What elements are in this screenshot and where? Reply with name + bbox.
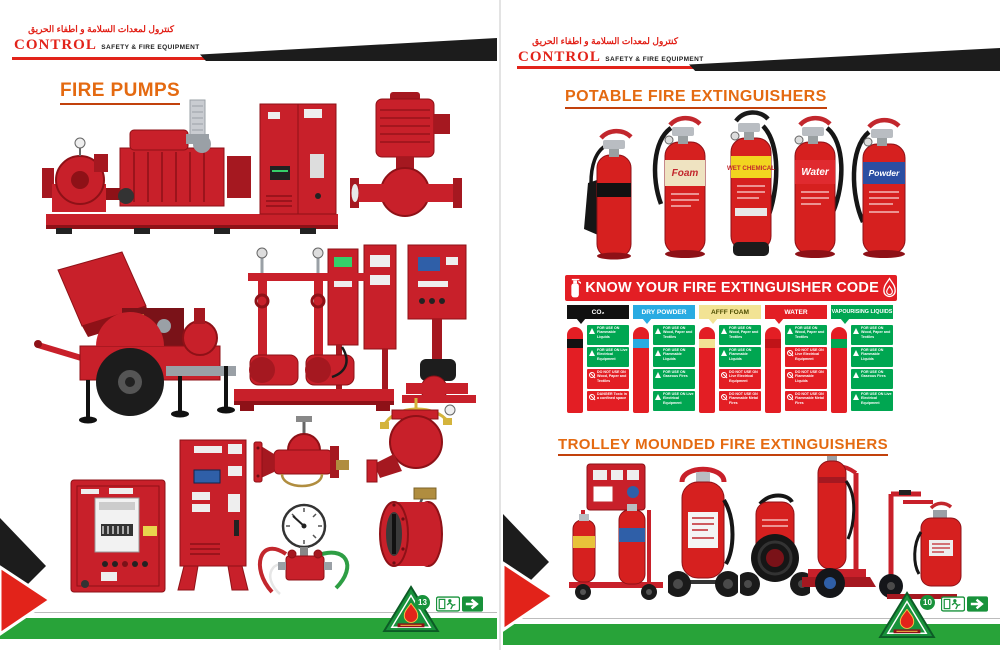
powder-extinguisher-photo — [841, 112, 921, 260]
code-badge: DO NOT USE ON Flammable Liquids — [785, 369, 827, 389]
header-black-swoosh — [689, 48, 1000, 71]
brand-logo — [14, 24, 200, 54]
brand-name: CONTROL — [518, 48, 601, 65]
section-title-fire-pumps: FIRE PUMPS — [60, 80, 180, 105]
chart-col-header-dry-powder: DRY POWDER — [633, 305, 695, 319]
code-badge: DO NOT USE ON Wood, Paper and Textiles — [587, 369, 629, 389]
pressure-relief-valve-photo — [364, 396, 466, 484]
deluge-valve-photo — [252, 416, 352, 500]
code-badge: DO NOT USE ON Flammable Metal Fires — [719, 391, 761, 411]
foam-extinguisher-photo — [645, 108, 721, 260]
vertical-inline-pump-photo — [350, 92, 462, 234]
pump-control-panel — [260, 104, 336, 214]
trailer-mounted-pump-photo — [30, 248, 238, 426]
co2-extinguisher-photo — [583, 125, 645, 260]
flame-icon — [882, 277, 897, 299]
page-number-badge: 13 — [415, 595, 430, 610]
co2-cylinder-trolley-photo — [800, 455, 878, 600]
exit-running-man-icon — [436, 596, 460, 612]
code-badge: FOR USE ON Live Electrical Equipment — [653, 391, 695, 411]
code-badge: FOR USE ON Flammable Liquids — [653, 347, 695, 367]
chart-col-co2 — [567, 325, 629, 415]
foam-label: Foam — [671, 168, 699, 179]
brand-tagline: SAFETY & FIRE EQUIPMENT — [605, 55, 704, 63]
header-black-swoosh — [200, 38, 497, 61]
pump-controller-cabinet-photo — [65, 468, 173, 600]
trolley-mounted-tank-photo — [875, 488, 970, 600]
powder-label: Powder — [868, 168, 900, 178]
section-title-trolley-extinguishers: TROLLEY MOUNDED FIRE EXTINGUISHERS — [558, 436, 888, 456]
fire-triangle-logo — [382, 585, 440, 633]
code-badge: DO NOT USE ON Live Electrical Equipment — [719, 369, 761, 389]
code-badge: DANGER Toxic in a confined space — [587, 391, 629, 411]
pump-end — [42, 138, 108, 212]
code-badge: FOR USE ON Wood, Paper and Textiles — [719, 325, 761, 345]
extinguisher-stand-with-sign-photo — [563, 462, 668, 602]
brand-arabic-text: كنترول لمعدات السلامة و اطفاء الحريق — [532, 36, 678, 46]
wet-chemical-label: WET CHEMICAL — [726, 165, 776, 172]
co2-pictogram — [567, 327, 583, 413]
catalog-page-fire-extinguishers — [503, 0, 1000, 650]
chart-title: KNOW YOUR FIRE EXTINGUISHER CODE — [585, 280, 879, 296]
brand-tagline: SAFETY & FIRE EQUIPMENT — [101, 43, 200, 51]
exit-running-man-icon — [941, 596, 965, 612]
water-pictogram — [765, 327, 781, 413]
code-badge: DO NOT USE ON Live Electrical Equipment — [785, 347, 827, 367]
wheeled-extinguisher-photo — [668, 460, 738, 600]
section-title-potable-extinguishers: POTABLE FIRE EXTINGUISHERS — [565, 88, 827, 109]
code-badge: DO NOT USE ON Flammable Metal Fires — [785, 391, 827, 411]
extinguisher-code-chart — [565, 275, 897, 420]
chart-col-dry-powder — [633, 325, 695, 415]
code-badge: FOR USE ON Wood, Paper and Textiles — [653, 325, 695, 345]
diesel-fire-pump-set-photo — [42, 96, 342, 238]
chart-col-vapourising-liquids — [831, 325, 893, 415]
chart-col-water — [765, 325, 827, 415]
code-badge: FOR USE ON Gaseous Fires — [851, 369, 893, 389]
chart-col-header-vapourising-liquids: VAPOURISING LIQUIDS — [831, 305, 893, 319]
vapourising-liquids-pictogram — [831, 327, 847, 413]
grooved-butterfly-valve-photo — [362, 486, 464, 574]
chart-banner — [565, 275, 897, 301]
code-badge: FOR USE ON Wood, Paper and Textiles — [851, 325, 893, 345]
code-badge: FOR USE ON Flammable Liquids — [851, 347, 893, 367]
pump-controller-tall-cabinet-photo — [170, 436, 258, 594]
chart-col-header-water: WATER — [765, 305, 827, 319]
arrow-right-icon — [462, 596, 483, 612]
extinguisher-icon — [569, 277, 581, 299]
dry-powder-pictogram — [633, 327, 649, 413]
code-badge: FOR USE ON Flammable Liquids — [587, 325, 629, 345]
afff-foam-pictogram — [699, 327, 715, 413]
page-seam — [499, 0, 501, 650]
corner-arrows-decoration — [503, 508, 555, 638]
water-label: Water — [801, 167, 829, 178]
brand-arabic-text: كنترول لمعدات السلامة و اطفاء الحريق — [28, 24, 174, 34]
code-badge: FOR USE ON Flammable Liquids — [719, 347, 761, 367]
code-badge: FOR USE ON Wood, Paper and Textiles — [785, 325, 827, 345]
chart-col-afff-foam — [699, 325, 761, 415]
chart-col-header-co2: CO₂ — [567, 305, 629, 319]
corner-arrows-decoration — [0, 512, 52, 642]
brand-logo — [518, 36, 704, 66]
pump-with-controller-photo — [398, 243, 480, 405]
chart-col-header-afff-foam: AFFF FOAM — [699, 305, 761, 319]
pitot-test-gauge-kit-photo — [250, 496, 358, 598]
catalog-page-fire-pumps — [0, 0, 497, 650]
diesel-engine — [106, 130, 251, 206]
code-badge: FOR USE ON Live Electrical Equipment — [587, 347, 629, 367]
exhaust-stack — [186, 100, 209, 144]
arrow-right-icon — [967, 596, 988, 612]
brand-name: CONTROL — [14, 36, 97, 53]
code-badge: FOR USE ON Gaseous Fires — [653, 369, 695, 389]
page-number-badge: 10 — [920, 595, 935, 610]
code-badge: FOR USE ON Live Electrical Equipment — [851, 391, 893, 411]
